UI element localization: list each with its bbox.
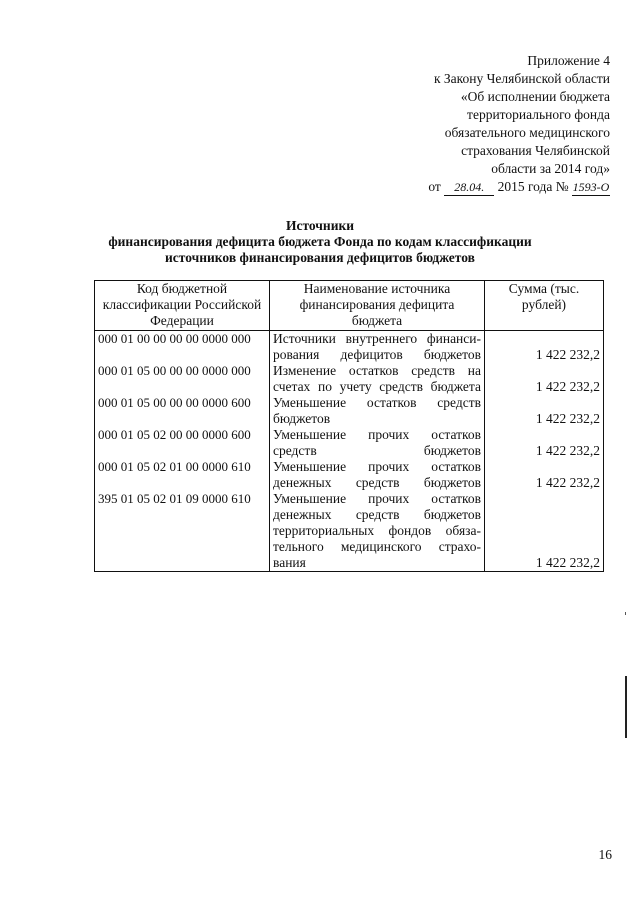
title-line-2: финансирования дефицита бюджета Фонда по кодам классификации: [108, 234, 532, 249]
table-row: [95, 331, 604, 364]
row-name: Уменьшение прочих остатков денежных средств бюджетов: [270, 459, 485, 491]
row-amount: 1 422 232,2: [485, 395, 604, 427]
header-code: Код бюджетной классификации Российской Федерации: [95, 281, 270, 331]
row-code: 000 01 05 00 00 00 0000 600: [95, 395, 270, 427]
date-prefix: от: [428, 179, 441, 194]
row-code: 000 01 05 00 00 00 0000 000: [95, 363, 270, 395]
row-code: 000 01 00 00 00 00 0000 000: [95, 331, 270, 364]
document-title: [0, 218, 640, 266]
sources-table: [94, 280, 604, 572]
row-amount: 1 422 232,2: [485, 459, 604, 491]
row-name: Изменение остатков средств на счетах по учету средств бюджета: [270, 363, 485, 395]
handwritten-number: 1593-О: [572, 180, 610, 194]
header-amount: Сумма (тыс. рублей): [485, 281, 604, 331]
row-name: Уменьшение остатков средств бюджетов: [270, 395, 485, 427]
row-amount: 1 422 232,2: [485, 427, 604, 459]
row-code: 000 01 05 02 00 00 0000 600: [95, 427, 270, 459]
row-name: Уменьшение прочих остатков денежных средств бюджетов территориальных фондов обяза-тельного медицинского страхо-вания: [270, 491, 485, 572]
margin-scan-mark: [625, 676, 627, 738]
row-name: Источники внутреннего финанси-рования дефицитов бюджетов: [270, 331, 485, 364]
table-row: [95, 459, 604, 491]
date-field: [444, 179, 494, 196]
row-code: 395 01 05 02 01 09 0000 610: [95, 491, 270, 572]
margin-scan-tick: [625, 612, 626, 615]
law-date-line: [428, 178, 610, 196]
row-amount: 1 422 232,2: [485, 363, 604, 395]
row-amount: 1 422 232,2: [485, 331, 604, 364]
row-name: Уменьшение прочих остатков средств бюджетов: [270, 427, 485, 459]
number-field: [572, 179, 610, 196]
appendix-line: области за 2014 год»: [491, 161, 610, 176]
year-text: 2015 года №: [497, 179, 569, 194]
appendix-line: к Закону Челябинской области: [433, 71, 610, 86]
appendix-line: страхования Челябинской: [461, 143, 610, 158]
appendix-header: [428, 52, 610, 196]
title-line-3: источников финансирования дефицитов бюджетов: [165, 250, 475, 265]
header-name: Наименование источника финансирования дефицита бюджета: [270, 281, 485, 331]
page-number: 16: [598, 847, 612, 862]
appendix-line: Приложение 4: [527, 53, 610, 68]
appendix-line: «Об исполнении бюджета: [460, 89, 610, 104]
title-line-1: Источники: [285, 218, 355, 233]
handwritten-date: 28.04.: [454, 180, 485, 194]
table-row: [95, 363, 604, 395]
row-amount: 1 422 232,2: [485, 491, 604, 572]
table-header-row: [95, 281, 604, 331]
table-row: [95, 427, 604, 459]
appendix-line: обязательного медицинского: [444, 125, 610, 140]
row-code: 000 01 05 02 01 00 0000 610: [95, 459, 270, 491]
table-row: [95, 491, 604, 572]
appendix-line: территориального фонда: [467, 107, 610, 122]
table-row: [95, 395, 604, 427]
